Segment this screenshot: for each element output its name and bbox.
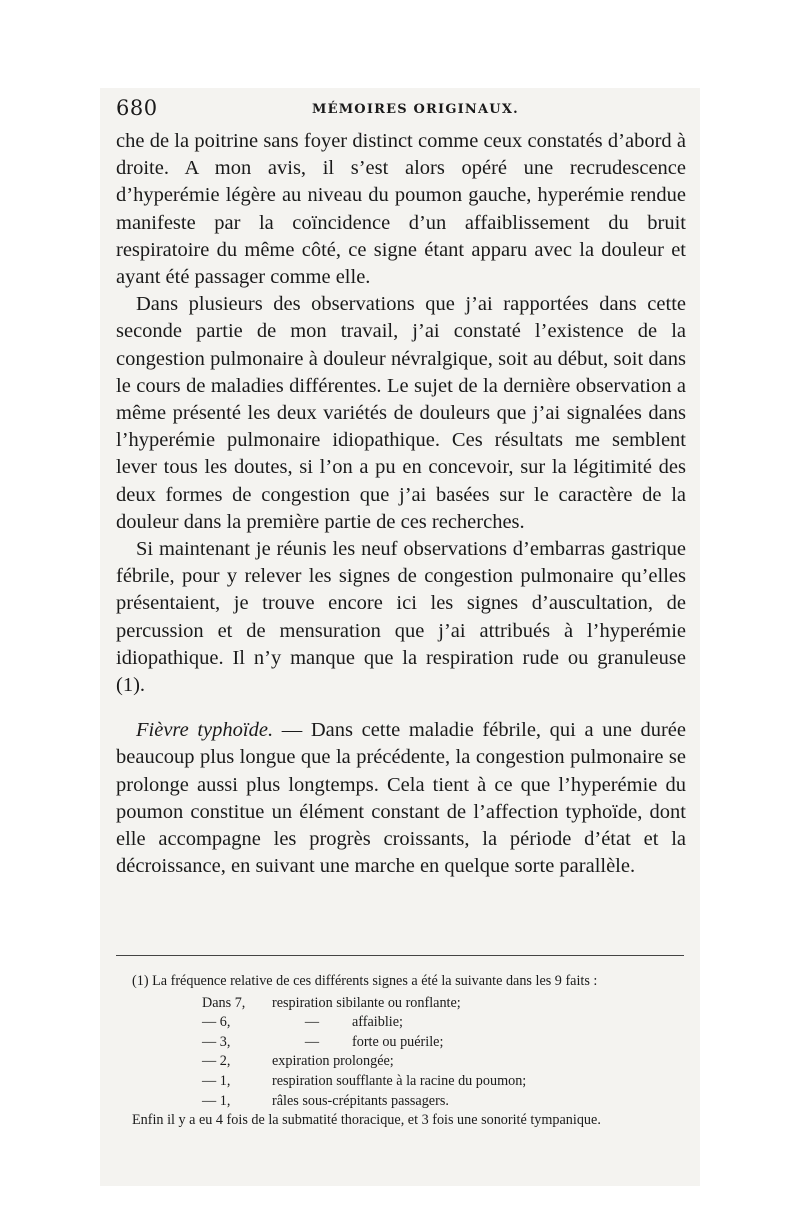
item-text: râles sous-crépitants passagers. <box>272 1092 449 1109</box>
item-text: respiration sibilante ou ronflante; <box>272 994 461 1011</box>
body-text <box>116 128 686 880</box>
list-item <box>202 994 686 1014</box>
footnote-outro: Enfin il y a eu 4 fois de la submatité thoracique, et 3 fois une sonorité tympanique. <box>132 1112 601 1129</box>
item-ditto: — <box>304 1014 320 1031</box>
paragraph: Si maintenant je réunis les neuf observations d’embarras gastrique fébrile, pour y relever les signes de congestion pulmonaire qu’elles présentaient, je trouve encore ici les signes d’auscultation, de percussion et de mensuration que j’ai attribués à l’hyperémie idiopathique. Il n’y manque que la respiration rude ou granuleuse (1). <box>116 538 686 697</box>
paragraph: che de la poitrine sans foyer distinct comme ceux constatés d’abord à droite. A mon avis, il s’est alors opéré une recrudescence d’hyperémie légère au niveau du poumon gauche, hyperémie rendue manifeste par la coïncidence d’un affaiblissement du bruit respiratoire du même côté, ce signe étant apparu avec la douleur et ayant été passager comme elle. <box>116 130 686 289</box>
item-count: — 6, <box>202 1014 231 1031</box>
footnote <box>116 972 686 1131</box>
footnote-list <box>202 994 686 1112</box>
item-count: — 2, <box>202 1053 231 1070</box>
item-count: — 1, <box>202 1092 231 1109</box>
footnote-rule <box>116 955 684 956</box>
list-item <box>202 1092 686 1112</box>
section-heading: Fièvre typhoïde. <box>136 719 274 742</box>
paragraph: Dans plusieurs des observations que j’ai rapportées dans cette seconde partie de mon travail, j’ai constaté l’existence de la congestion pulmonaire à douleur névralgique, soit au début, soit dans le cours de maladies différentes. Le sujet de la dernière observation a même présenté les deux variétés de douleurs que j’ai signalées dans l’hyperémie pulmonaire idiopathique. Ces résultats me semblent lever tous les doutes, si l’on a pu en concevoir, sur la légitimité des deux formes de congestion que j’ai basées sur le caractère de la douleur dans la première partie de ces recherches. <box>116 293 686 533</box>
item-text: respiration soufflante à la racine du poumon; <box>272 1072 527 1089</box>
page-number: 680 <box>116 96 158 120</box>
item-count: — 3, <box>202 1033 231 1050</box>
footnote-intro: (1) La fréquence relative de ces différents signes a été la suivante dans les 9 faits : <box>132 973 598 989</box>
section-text: — Dans cette maladie fébrile, qui a une durée beaucoup plus longue que la précédente, la congestion pulmonaire se prolonge aussi plus longtemps. Cela tient à ce que l’hyperémie du poumon constitue un élément constant de l’affection typhoïde, dont elle accompagne les progrès croissants, la période d’état et la décroissance, en suivant une marche en quelque sorte parallèle. <box>116 719 686 878</box>
list-item <box>202 1033 686 1053</box>
item-ditto: — <box>304 1033 320 1050</box>
list-item <box>202 1052 686 1072</box>
running-title: MÉMOIRES ORIGINAUX. <box>312 102 519 117</box>
item-count: Dans 7, <box>202 994 246 1011</box>
item-count: — 1, <box>202 1072 231 1089</box>
item-text: expiration prolongée; <box>272 1053 394 1070</box>
item-text: forte ou puérile; <box>352 1033 444 1050</box>
list-item <box>202 1072 686 1092</box>
list-item <box>202 1013 686 1033</box>
section-paragraph <box>116 717 686 880</box>
page-header <box>116 96 686 126</box>
item-text: affaiblie; <box>352 1014 403 1031</box>
